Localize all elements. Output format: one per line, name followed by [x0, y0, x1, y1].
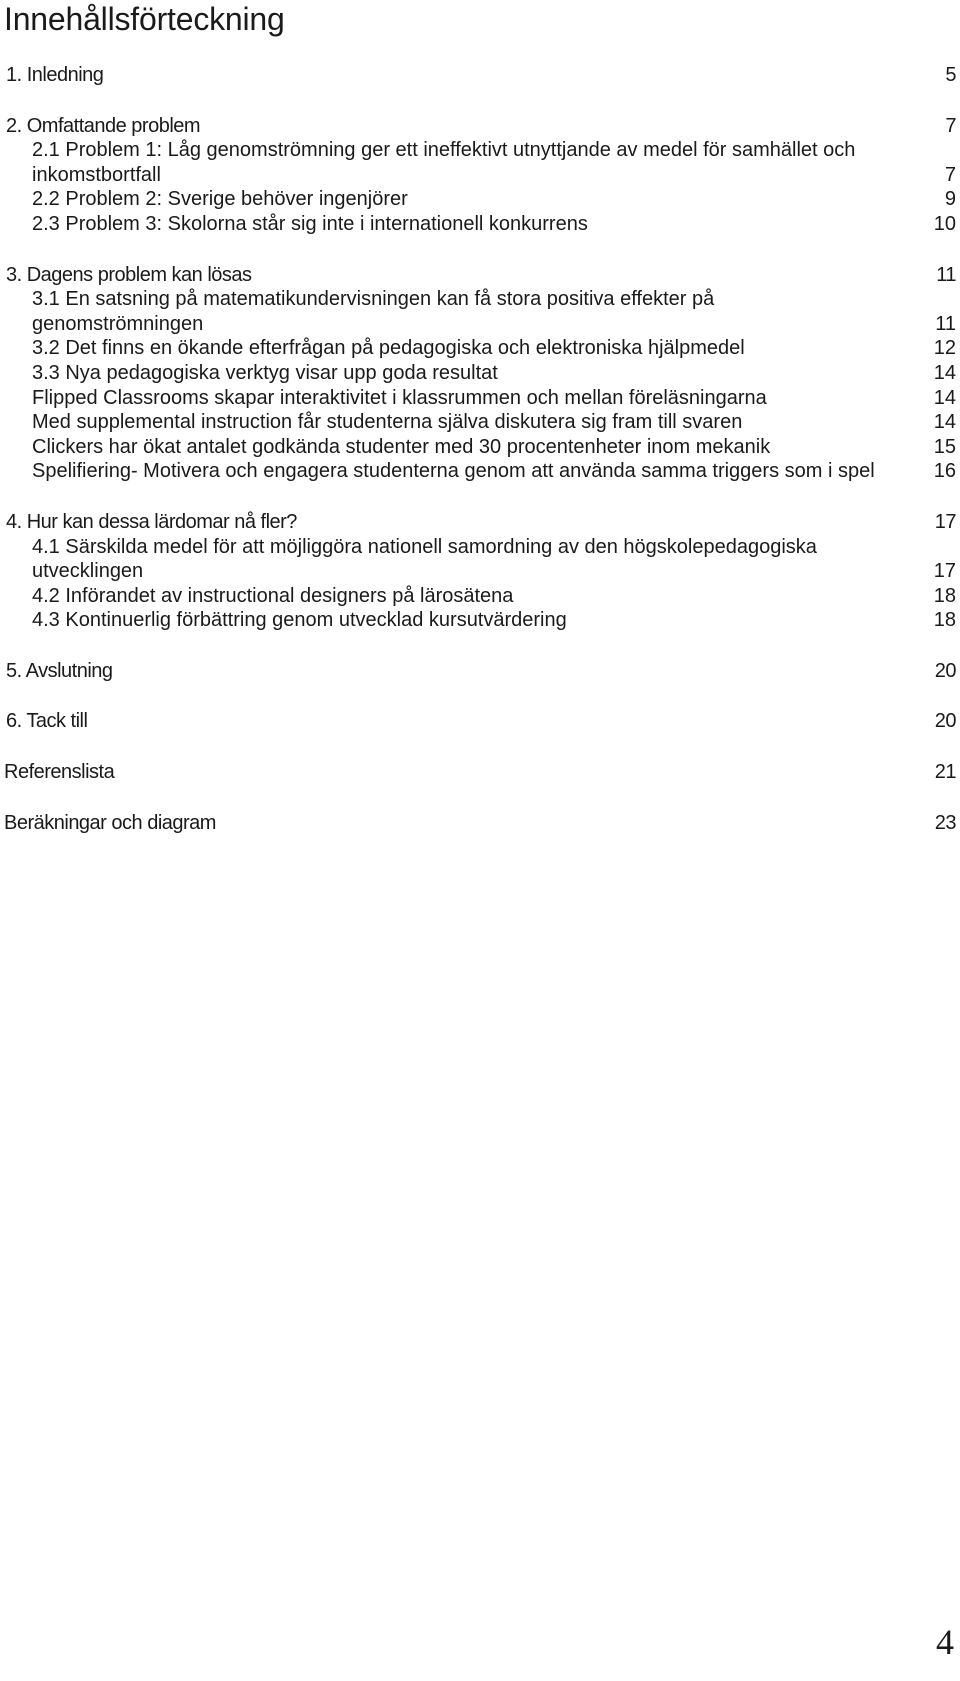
toc-page-number: 11	[935, 312, 956, 335]
toc-page-number: 17	[934, 510, 956, 533]
toc-entry-text: 4.2 Införandet av instructional designers på lärosätena	[32, 584, 514, 607]
toc-entry[interactable]	[6, 535, 956, 584]
toc-heading-text: 2. Omfattande problem	[6, 114, 201, 137]
toc-heading-text: Referenslista	[4, 761, 115, 784]
toc-page-number: 5	[945, 64, 956, 86]
toc-page-number: 16	[933, 460, 956, 483]
toc-entry[interactable]	[6, 410, 956, 435]
toc-section	[6, 63, 956, 88]
toc-section	[6, 263, 956, 484]
toc-section	[6, 811, 956, 836]
toc-page-number: 20	[934, 710, 956, 733]
toc-heading-text: 5. Avslutning	[6, 659, 113, 682]
toc-page-number: 7	[945, 114, 956, 137]
toc-page-number: 15	[933, 435, 956, 458]
toc-section	[6, 659, 956, 684]
toc-entry[interactable]	[6, 584, 956, 609]
toc-section	[6, 760, 956, 785]
toc-page-number: 10	[933, 212, 956, 235]
toc-page-number: 20	[934, 659, 956, 682]
toc-entry[interactable]	[6, 138, 956, 187]
toc-entry-text: 4.1 Särskilda medel för att möjliggöra nationell samordning av den högskolepedagogiska utvecklingen	[32, 535, 817, 583]
toc-page-number: 23	[934, 811, 956, 834]
toc-entry-text: 4.3 Kontinuerlig förbättring genom utvecklad kursutvärdering	[32, 609, 567, 632]
toc-heading[interactable]	[4, 811, 956, 836]
toc-heading-text: 3. Dagens problem kan lösas	[6, 263, 252, 286]
toc-section	[6, 709, 956, 734]
toc-entry-text: 3.3 Nya pedagogiska verktyg visar upp goda resultat	[32, 361, 498, 384]
toc-entry[interactable]	[6, 336, 956, 361]
toc-heading[interactable]	[6, 510, 956, 535]
toc-page-number: 9	[944, 188, 956, 211]
toc-page-number: 11	[936, 263, 956, 286]
toc-page-number: 17	[933, 560, 956, 583]
toc-entry[interactable]	[6, 361, 956, 386]
toc-heading[interactable]	[6, 114, 956, 139]
page-title: Innehållsförteckning	[4, 1, 285, 37]
toc-entry[interactable]	[6, 212, 956, 237]
toc-entry[interactable]	[6, 459, 956, 484]
toc-page-number: 12	[933, 337, 956, 360]
toc-page-number: 18	[933, 609, 956, 632]
table-of-contents	[6, 63, 956, 835]
toc-heading-text: 6. Tack till	[6, 710, 88, 733]
toc-entry[interactable]	[6, 187, 956, 212]
toc-entry-text: 2.3 Problem 3: Skolorna står sig inte i internationell konkurrens	[32, 212, 588, 235]
toc-entry-text: Spelifiering- Motivera och engagera studenterna genom att använda samma triggers som i spel	[32, 460, 875, 483]
toc-entry-text: Med supplemental instruction får studenterna själva diskutera sig fram till svaren	[32, 411, 743, 434]
toc-section	[6, 510, 956, 633]
toc-heading[interactable]	[6, 659, 956, 684]
toc-entry-text: 2.1 Problem 1: Låg genomströmning ger ett ineffektivt utnyttjande av medel för samhället och inkomstbortfall	[32, 139, 856, 186]
toc-page-number: 14	[933, 361, 956, 384]
toc-page-number: 14	[933, 411, 956, 434]
toc-heading[interactable]	[6, 709, 956, 734]
toc-entry[interactable]	[6, 608, 956, 633]
toc-heading-text: 4. Hur kan dessa lärdomar nå fler?	[6, 510, 297, 533]
toc-heading-text: 1. Inledning	[6, 64, 104, 86]
toc-heading[interactable]	[6, 263, 956, 288]
toc-entry[interactable]	[6, 287, 956, 336]
page-number: 4	[936, 1622, 954, 1662]
toc-entry-text: 3.2 Det finns en ökande efterfrågan på pedagogiska och elektroniska hjälpmedel	[32, 337, 745, 360]
toc-page-number: 14	[933, 386, 956, 409]
toc-entry-text: 3.1 En satsning på matematikundervisningen kan få stora positiva effekter på genomströmningen	[32, 288, 715, 335]
toc-entry-text: Flipped Classrooms skapar interaktivitet i klassrummen och mellan föreläsningarna	[32, 386, 767, 409]
toc-page-number: 7	[944, 163, 956, 186]
toc-heading[interactable]	[6, 63, 956, 88]
toc-page-number: 21	[934, 761, 956, 784]
toc-section	[6, 114, 956, 237]
toc-entry-text: Clickers har ökat antalet godkända studenter med 30 procentenheter inom mekanik	[32, 435, 771, 458]
toc-heading-text: Beräkningar och diagram	[4, 811, 216, 834]
toc-entry-text: 2.2 Problem 2: Sverige behöver ingenjörer	[32, 188, 408, 211]
toc-heading[interactable]	[4, 760, 956, 785]
toc-entry[interactable]	[6, 386, 956, 411]
toc-entry[interactable]	[6, 435, 956, 460]
toc-page-number: 18	[933, 584, 956, 607]
